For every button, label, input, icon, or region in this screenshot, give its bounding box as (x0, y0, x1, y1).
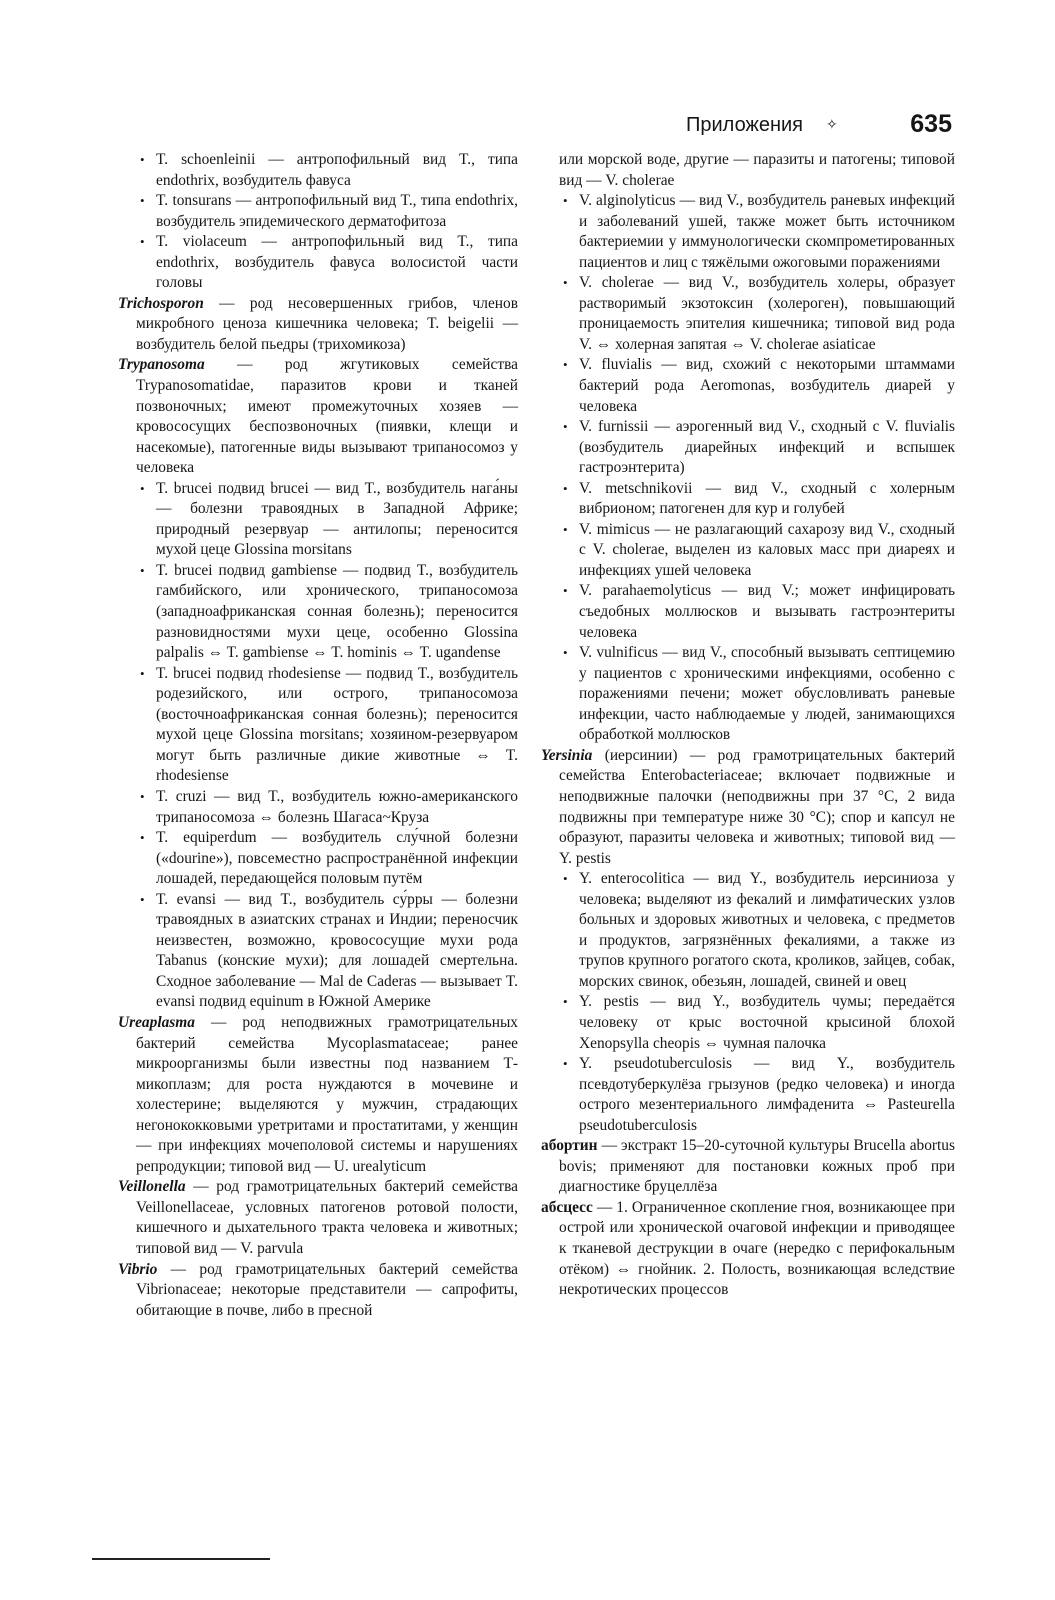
entry-text: — экстракт 15–20-суточной культуры Brucella abortus bovis; применяют для постановки кожных проб при диагностике бруцеллёза (559, 1137, 955, 1196)
sub-entry-text: V. fluvialis — вид, схожий с некоторыми штаммами бактерий рода Aeromonas, возбудитель диарей у человека (579, 356, 955, 415)
bullet-icon: • (563, 994, 568, 1010)
diamond-icon: ✧ (826, 116, 838, 132)
entry-headword: Vibrio (118, 1260, 158, 1278)
dictionary-entry (118, 355, 518, 478)
sub-entry (541, 191, 955, 273)
bullet-icon: • (563, 871, 568, 887)
sub-entry (118, 561, 518, 664)
bullet-icon: • (140, 665, 145, 681)
entry-headword: абортин (541, 1137, 598, 1155)
sub-entry (118, 787, 518, 828)
sub-entry-text: T. violaceum — антропофильный вид T., типа endothrix, возбудитель фавуса волосистой части головы (156, 233, 518, 292)
bullet-icon: • (563, 193, 568, 209)
entry-headword: Trypanosoma (118, 356, 205, 374)
bullet-icon: • (140, 788, 145, 804)
sub-entry-text: Y. enterocolitica — вид Y., возбудитель иерсиниоза у человека; выделяют из фекалий и лимфатических узлов больных и здоровых животных и человека, с предметов и продуктов, загрязнённых фекалиями, а также из трупов крупного рогатого скота, кроликов, зайцев, собак, морских свинок, обезьян, лошадей, свиней и овец (579, 870, 955, 990)
sub-entry-text: V. parahaemolyticus — вид V.; может инфицировать съедобных моллюсков и вызывать гастроэнтериты человека (579, 582, 955, 641)
sub-entry (541, 869, 955, 992)
bullet-icon: • (563, 357, 568, 373)
bullet-icon: • (563, 583, 568, 599)
entry-headword: Veillonella (118, 1178, 186, 1196)
sub-entry (541, 992, 955, 1054)
entry-text: (иерсинии) — род грамотрицательных бактерий семейства Enterobacteriaceae; включает подвижные и неподвижные палочки (неподвижны при 37 °С, 2 вида подвижны при температуре ниже 30 °С); спор и капсул не образуют, паразиты человека и животных; типовой вид — Y. pestis (559, 746, 955, 867)
entry-text: — род неподвижных грамотрицательных бактерий семейства Mycoplasmataceae; ранее микроорганизмы были известны под названием Т-микоплазм; для роста нуждаются в мочевине и холестерине; выделяются у мужчин, страдающих негонококковыми уретритами и простатитами, у женщин — при инфекциях мочеполовой системы и нарушениях репродукции; типовой вид — U. urealyticum (136, 1013, 518, 1175)
bullet-icon: • (140, 830, 145, 846)
sub-entry (541, 520, 955, 582)
sub-entry (541, 643, 955, 746)
sub-entry (118, 828, 518, 890)
running-header (686, 110, 952, 140)
entry-text: — род грамотрицательных бактерий семейства Vibrionaceae; некоторые представители — сапрофиты, обитающие в почве, либо в пресной (136, 1260, 518, 1319)
sub-entry-text: V. alginolyticus — вид V., возбудитель раневых инфекций и заболеваний ушей, также может быть источником бактериемии у иммунологически скомпрометированных пациентов и лиц с тяжёлыми ожоговыми поражениями (579, 192, 955, 271)
entry-headword: абсцесс (541, 1198, 593, 1216)
entry-headword: Ureaplasma (118, 1013, 195, 1031)
bullet-icon: • (563, 419, 568, 435)
sub-entry-text: T. brucei подвид brucei — вид T., возбудитель нага́ны — болезни травоядных в Западной Африке; природный резервуар — антилопы; переносится мухой цеце Glossina morsitans (156, 479, 518, 559)
sub-entry (118, 191, 518, 232)
entry-text: — род грамотрицательных бактерий семейства Veillonellaceae, условных патогенов ротовой полости, кишечного и дыхательного тракта человека и животных; типовой вид — V. parvula (136, 1178, 518, 1257)
sub-entry (541, 273, 955, 355)
sub-entry-text: V. vulnificus — вид V., способный вызывать септицемию у пациентов с хроническими инфекциями, особенно с поражениями печени; может обусловливать раневые инфекции, часто наблюдаемые у людей, занимающихся обработкой моллюсков (579, 644, 955, 744)
sub-entry (541, 479, 955, 520)
left-column (118, 150, 518, 1321)
sub-entry (118, 890, 518, 1013)
entry-headword: Yersinia (541, 746, 593, 764)
bullet-icon: • (140, 891, 145, 907)
section-title: Приложения (686, 114, 804, 136)
entry-text: — род несовершенных грибов, членов микробного ценоза кишечника человека; T. beigelii — возбудитель белой пьедры (трихомикоза) (136, 294, 518, 353)
bullet-icon: • (140, 562, 145, 578)
bullet-icon: • (140, 193, 145, 209)
dictionary-entry (118, 1177, 518, 1259)
sub-entry (118, 664, 518, 787)
bullet-icon: • (563, 275, 568, 291)
entry-text: — род жгутиковых семейства Trypanosomatidae, паразитов крови и тканей позвоночных; имеют промежуточных хозяев — кровососущих беспозвоночных (пиявки, клещи и насекомые), патогенные виды вызывают трипаносомоз у человека (136, 356, 518, 477)
sub-entry (541, 417, 955, 479)
entry-text: или морской воде, другие — паразиты и патогены; типовой вид — V. cholerae (559, 151, 955, 189)
bullet-icon: • (563, 521, 568, 537)
sub-entry (541, 1054, 955, 1136)
sub-entry-text: T. schoenleinii — антропофильный вид T., типа endothrix, возбудитель фавуса (156, 151, 518, 189)
sub-entry (541, 581, 955, 643)
bullet-icon: • (140, 480, 145, 496)
sub-entry (541, 355, 955, 417)
entry-text: — 1. Ограниченное скопление гноя, возникающее при острой или хронической очаговой инфекции и приводящее к тканевой деструкции в очаге (нередко с перифокальным отёком) ⇔ гнойник. 2. Полость, возникающая вследствие некротических процессов (559, 1198, 955, 1299)
bullet-icon: • (140, 234, 145, 250)
sub-entry-text: Y. pseudotuberculosis — вид Y., возбудитель псевдотуберкулёза грызунов (редко человека) и иногда острого мезентериального лимфаденита ⇔ Pasteurella pseudotuberculosis (579, 1055, 955, 1134)
sub-entry-text: T. tonsurans — антропофильный вид T., типа endothrix, возбудитель эпидемического дерматофитоза (156, 192, 518, 230)
footnote-rule (92, 1558, 270, 1560)
sub-entry-text: T. brucei подвид gambiense — подвид T., возбудитель гамбийского, или хронического, трипаносомоза (западноафриканская сонная болезнь); переносится разновидностями мухи цеце, особенно Glossina palpalis ⇔ T. gambiense ⇔ T. hominis ⇔ T. ugandense (156, 561, 518, 662)
dictionary-entry (118, 1013, 518, 1177)
entry-headword: Trichosporon (118, 294, 204, 312)
sub-entry-text: Y. pestis — вид Y., возбудитель чумы; передаётся человеку от крыс восточной крысиной блохой Xenopsylla cheopis ⇔ чумная палочка (579, 993, 955, 1052)
sub-entry-text: V. metschnikovii — вид V., сходный с холерным вибрионом; патогенен для кур и голубей (579, 479, 955, 518)
sub-entry-text: V. furnissii — аэрогенный вид V., сходный с V. fluvialis (возбудитель диарейных инфекций и вспышек гастроэнтерита) (579, 418, 955, 477)
dictionary-entry (541, 1198, 955, 1301)
bullet-icon: • (563, 480, 568, 496)
bullet-icon: • (563, 1056, 568, 1072)
sub-entry-text: T. brucei подвид rhodesiense — подвид T., возбудитель родезийского, или острого, трипаносомоза (восточноафриканская сонная болезнь); переносится мухой цеце Glossina morsitans; хозяином-резервуаром могут быть различные дикие животные ⇔ T. rhodesiense (156, 664, 518, 785)
sub-entry-text: T. cruzi — вид T., возбудитель южно-американского трипаносомоза ⇔ болезнь Шагаса~Круза (156, 787, 518, 826)
page-number: 635 (910, 110, 952, 138)
sub-entry (118, 232, 518, 294)
sub-entry-text: V. mimicus — не разлагающий сахарозу вид V., сходный с V. cholerae, выделен из каловых масс при диареях и инфекциях ушей человека (579, 520, 955, 579)
sub-entry (118, 150, 518, 191)
entry-continuation (541, 150, 955, 191)
bullet-icon: • (563, 645, 568, 661)
sub-entry-text: T. evansi — вид T., возбудитель су́рры — болезни травоядных в азиатских странах и Индии; переносчик неизвестен, возможно, кровососущие мухи рода Tabanus (конские мухи); для лошадей смертельна. Сходное заболевание — Mal de Caderas — вызывает T. evansi подвид equinum в Южной Америке (156, 890, 518, 1011)
dictionary-entry (118, 1260, 518, 1322)
dictionary-entry (541, 1136, 955, 1198)
sub-entry-text: V. cholerae — вид V., возбудитель холеры, образует растворимый экзотоксин (холероген), повышающий проницаемость эпителия кишечника; типовой вид рода V. ⇔ холерная запятая ⇔ V. cholerae asiaticae (579, 274, 955, 353)
bullet-icon: • (140, 152, 145, 167)
dictionary-entry (541, 746, 955, 869)
sub-entry (118, 479, 518, 561)
dictionary-entry (118, 294, 518, 356)
sub-entry-text: T. equiperdum — возбудитель слу́чной болезни («dourine»), повсеместно распространённой инфекции лошадей, передающейся половым путём (156, 829, 518, 888)
right-column (541, 150, 955, 1301)
